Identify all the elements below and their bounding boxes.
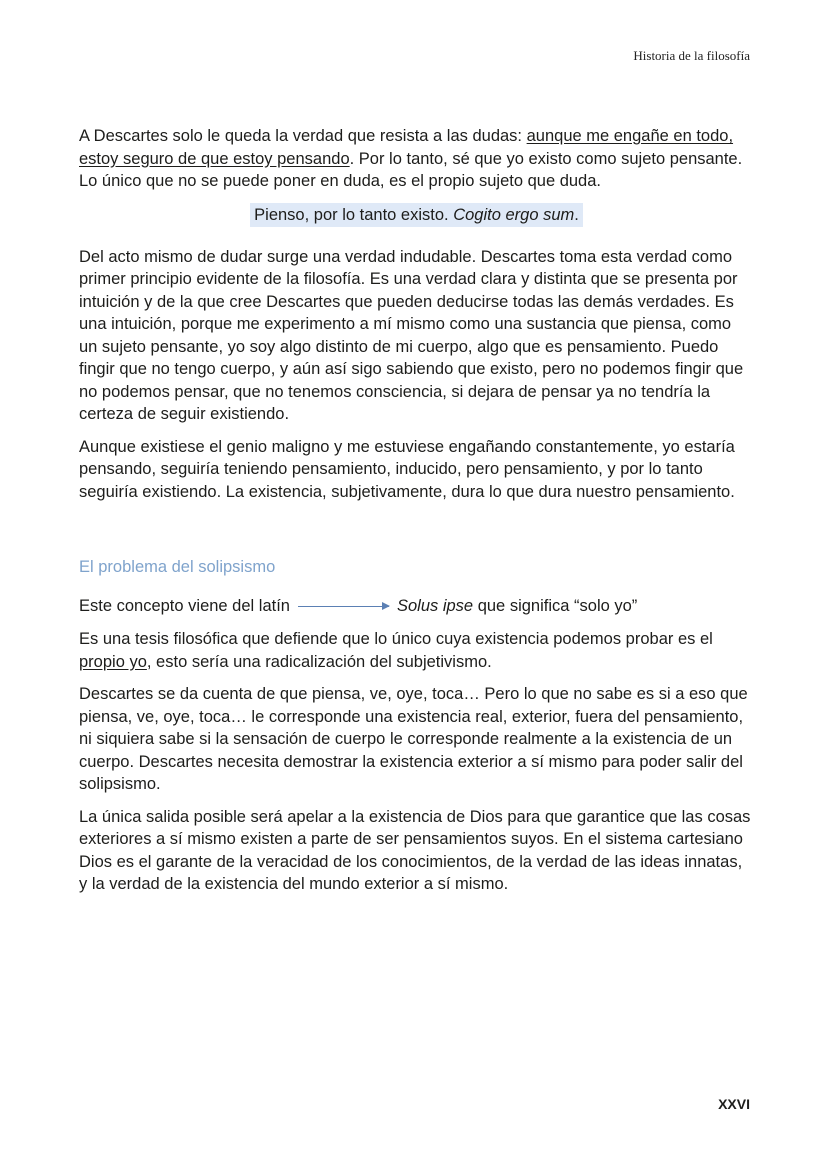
right-arrow-icon xyxy=(298,606,389,607)
origin-line xyxy=(79,595,754,618)
cogito-quote xyxy=(79,203,754,227)
origin-prefix: Este concepto viene del latín xyxy=(79,596,290,615)
origin-suffix: que significa “solo yo” xyxy=(473,596,638,615)
p1-text-1: A Descartes solo le queda la verdad que resista a las dudas: xyxy=(79,127,527,145)
cogito-text: Pienso, por lo tanto existo. xyxy=(254,205,454,224)
origin-latin: Solus ipse xyxy=(396,596,474,615)
p1-underlined: aunque me engañe en todo, estoy seguro de que estoy pensando xyxy=(79,127,734,168)
p4-text-2: , esto sería una radicalización del subjetivismo. xyxy=(146,652,492,671)
p1-text-2: . Por lo tanto, sé que yo existo como sujeto pensante. Lo único que no se puede poner en duda, es el propio sujeto que duda. xyxy=(79,149,743,190)
cogito-latin: Cogito ergo sum xyxy=(453,205,575,224)
paragraph-6: La única salida posible será apelar a la existencia de Dios para que garantice que las cosas exteriores a sí mismo existen a parte de ser pensamientos suyos. En el sistema cartesiano Dios es el garante de la veracidad de los conocimientos, de la verdad de las ideas innatas, y la verdad de la existencia del mundo exterior a sí mismo. xyxy=(79,807,751,893)
p4-text-1: Es una tesis filosófica que defiende que lo único cuya existencia podemos probar es el xyxy=(79,630,713,648)
origin-definition xyxy=(397,595,637,618)
running-head: Historia de la filosofía xyxy=(633,48,750,63)
page-content xyxy=(79,125,754,906)
paragraph-2: Del acto mismo de dudar surge una verdad indudable. Descartes toma esta verdad como primer principio evidente de la filosofía. Es una verdad clara y distinta que se presenta por intuición y de la que cree Descartes que pueden deducirse todas las demás verdades. Es una intuición, porque me experimento a mí mismo como una sustancia que piensa, como un sujeto pensante, yo soy algo distinto de mi cuerpo, algo que es pensamiento. Puedo fingir que no tengo cuerpo, y aún así sigo sabiendo que existo, pero no podemos fingir que no podemos pensar, que no tenemos consciencia, si dejara de pensar ya no tendría la certeza de seguir existiendo. xyxy=(79,247,744,423)
paragraph-4 xyxy=(79,628,754,673)
paragraph-5: Descartes se da cuenta de que piensa, ve, oye, toca… Pero lo que no sabe es si a eso que piensa, ve, oye, toca… le corresponde una existencia real, exterior, fuera del pensamiento, ni siquiera sabe si la sensación de cuerpo le corresponde realmente a la existencia de un cuerpo. Descartes necesita demostrar la existencia exterior a sí mismo para poder salir del solipsismo. xyxy=(79,685,748,793)
page-number: XXVI xyxy=(718,1096,750,1112)
section-heading: El problema del solipsismo xyxy=(79,558,276,576)
paragraph-3: Aunque existiese el genio maligno y me estuviese engañando constantemente, yo estaría pensando, seguiría teniendo pensamiento, inducido, pero pensamiento, y por lo tanto seguiría existiendo. La existencia, subjetivamente, dura lo que dura nuestro pensamiento. xyxy=(79,437,735,501)
paragraph-1 xyxy=(79,125,754,193)
cogito-highlight xyxy=(250,203,583,227)
cogito-end: . xyxy=(574,205,579,224)
p4-underlined: propio yo xyxy=(79,652,147,671)
